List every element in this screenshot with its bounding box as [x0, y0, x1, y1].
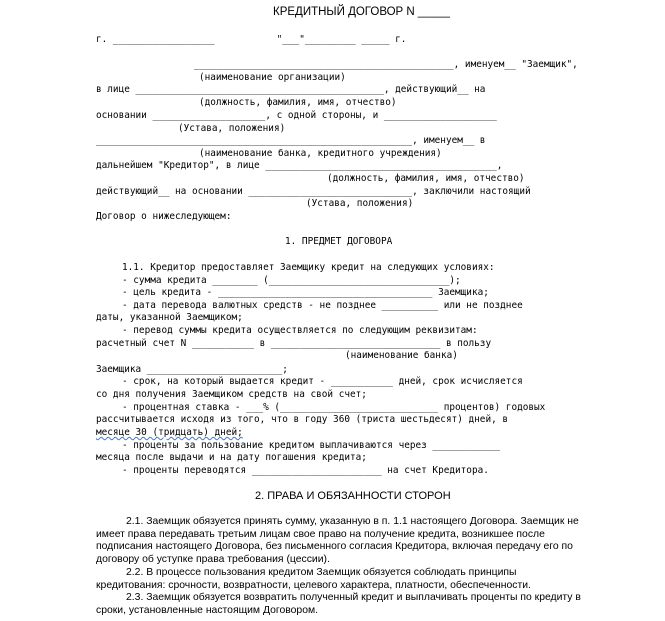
- creditor-rep-caption: (должность, фамилия, имя, отчество): [327, 173, 525, 184]
- transfer-details-line: - перевод суммы кредита осуществляется по следующим реквизитам:: [122, 325, 478, 336]
- creditor-basis-caption: (Устава, положения): [306, 198, 414, 209]
- transfer-date-line: - дата перевода валютных средств - не позднее __________ или не позднее: [122, 300, 523, 311]
- transfer-date-cont: даты, указанной Заемщиком;: [96, 312, 243, 323]
- interest-payment-cont: месяца после выдачи и на дату погашения кредита;: [96, 452, 367, 463]
- clause-2-1-line-3: подписания настоящего Договора, без письменного согласия Кредитора, включая передачу его по: [96, 541, 573, 552]
- borrower-account-line: Заемщика ________________________;: [96, 364, 288, 375]
- clause-2-2-line-2: кредитования: срочности, возвратности, целевого характера, платности, обеспеченности.: [96, 580, 531, 591]
- loan-amount-line: - сумма кредита ________ (________________________________);: [122, 275, 461, 286]
- clause-1-1: 1.1. Кредитор предоставляет Заемщику кредит на следующих условиях:: [122, 262, 495, 273]
- preamble-closing: Договор о нижеследующем:: [96, 211, 232, 222]
- clause-2-1-line-4: договору об уступке права требования (цессии).: [96, 554, 330, 565]
- loan-term-cont: со дня получения Заемщиком средств на свой счет;: [96, 389, 367, 400]
- creditor-basis-line: действующий__ на основании _____________________________, заключили настоящий: [96, 186, 531, 197]
- interest-rate-line: - процентная ставка - ___% (____________________________ процентов) годовых: [122, 402, 546, 413]
- clause-2-2-line-1: 2.2. В процессе пользования кредитом Заемщик обязуется соблюдать принципы: [126, 567, 517, 578]
- city-date-line: г. __________________ "___"_________ _____ г.: [96, 34, 407, 45]
- creditor-rep-line: дальнейшем "Кредитор", в лице _________________________________________,: [96, 160, 503, 171]
- borrower-line: ______________________________________________, именуем__ "Заемщик",: [194, 59, 578, 70]
- document-title: КРЕДИТНЫЙ ДОГОВОР N _____: [273, 6, 450, 18]
- borrower-basis-caption: (Устава, положения): [178, 123, 286, 134]
- interest-calc-line: рассчитывается исходя из того, что в году 360 (триста шестьдесят) дней, в: [96, 414, 509, 425]
- section1-heading: 1. ПРЕДМЕТ ДОГОВОРА: [285, 236, 393, 247]
- section2-heading: 2. ПРАВА И ОБЯЗАННОСТИ СТОРОН: [255, 490, 451, 502]
- borrower-rep-line: в лице ____________________________________________, действующий__ на: [96, 84, 486, 95]
- clause-2-1-line-2: имеет права передавать третьим лицам свое право на получение кредита, возникшее после: [96, 529, 545, 540]
- clause-2-3-line-1: 2.3. Заемщик обязуется возвратить полученный кредит и выплачивать проценты по кредиту в: [126, 592, 581, 603]
- clause-2-3-line-2: сроки, установленные настоящим Договором.: [96, 605, 319, 616]
- bank-name-caption: (наименование банка): [345, 350, 458, 361]
- interest-payment-line: - проценты за пользование кредитом выплачиваются через ____________: [122, 440, 501, 451]
- creditor-line: ________________________________________________________, именуем__ в: [96, 135, 486, 146]
- account-line: расчетный счет N ___________ в ______________________________ в пользу: [96, 338, 492, 349]
- borrower-caption: (наименование организации): [199, 72, 346, 83]
- creditor-caption: (наименование банка, кредитного учреждения): [199, 148, 442, 159]
- clause-2-1-line-1: 2.1. Заемщик обязуется принять сумму, указанную в п. 1.1 настоящего Договора. Заемщик не: [126, 516, 579, 527]
- loan-term-line: - срок, на который выдается кредит - ___________ дней, срок исчисляется: [122, 376, 523, 387]
- borrower-basis-line: основании ____________________, с одной стороны, и ____________________: [96, 110, 497, 121]
- loan-purpose-line: - цель кредита - ______________________________________ Заемщика;: [122, 287, 489, 298]
- interest-calc-cont: месяце 30 (тридцать) дней;: [96, 427, 243, 438]
- borrower-rep-caption: (должность, фамилия, имя, отчество): [199, 97, 397, 108]
- interest-transfer-line: - проценты переводятся _______________________ на счет Кредитора.: [122, 465, 489, 476]
